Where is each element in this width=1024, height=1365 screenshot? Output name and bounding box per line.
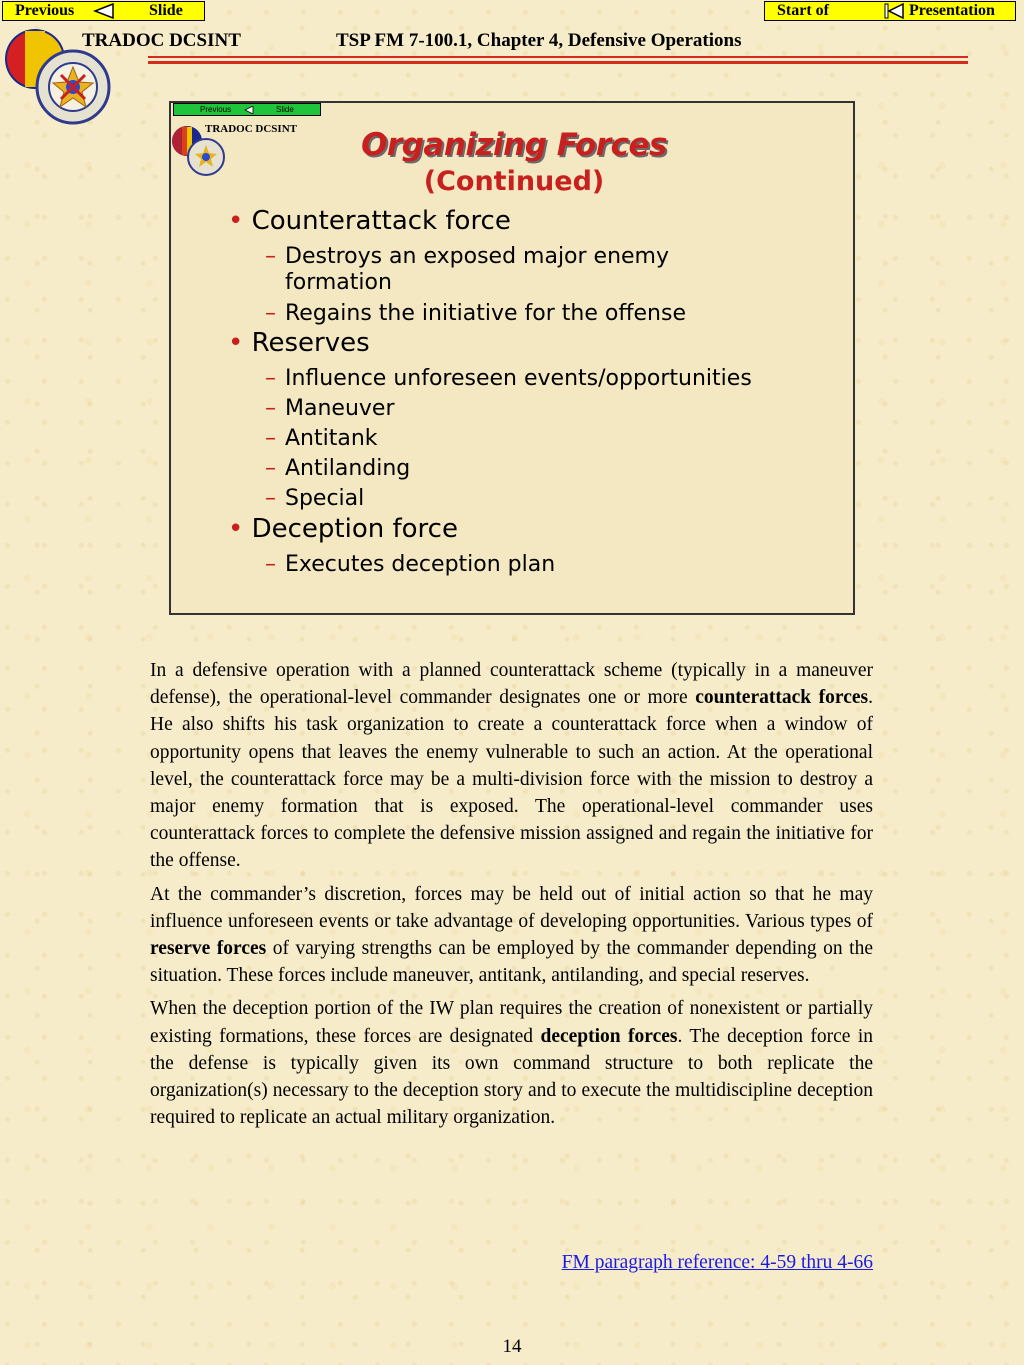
previous-label: Previous xyxy=(15,2,75,19)
slide-nav-bar xyxy=(173,103,321,116)
bullet-item: • Reserves xyxy=(228,328,370,358)
paragraph: At the commander’s discretion, forces may be held out of initial action so that he may influence unforeseen events or take advantage of developing opportunities. Various types of reserve forces of varying strengths can be employed by the commander depending on the situation. These forces include maneuver, antitank, antilanding, and special reserves. xyxy=(150,883,873,987)
sub-bullet-item: – Executes deception plan xyxy=(265,552,556,577)
paragraph: In a defensive operation with a planned counterattack scheme (typically in a maneuver defense), the operational-level commander designates one or more counterattack forces. He also shifts his task organization to create a counterattack force when a window of opportunity opens that leaves the enemy vulnerable to such an action. At the operational level, the counterattack force may be a multi-division force with the mission to destroy a major enemy formation that is exposed. The operational-level commander uses counterattack forces to complete the defensive mission assigned and regain the initiative for the offense. xyxy=(150,660,873,872)
header-rule xyxy=(148,61,968,64)
slide-subtitle: (Continued) xyxy=(423,166,605,197)
sub-bullet-item: – Maneuver xyxy=(265,396,395,421)
document-title: TSP FM 7-100.1, Chapter 4, Defensive Operations xyxy=(336,30,742,51)
back-arrow-icon xyxy=(244,106,254,114)
back-arrow-icon xyxy=(93,3,115,19)
slide-title: Organizing Forces xyxy=(361,127,667,163)
body-text xyxy=(150,657,873,1137)
header-org: TRADOC DCSINT xyxy=(82,30,241,51)
first-slide-icon xyxy=(883,3,905,19)
start-of-presentation-button[interactable] xyxy=(764,1,1016,21)
previous-slide-button[interactable] xyxy=(2,1,205,21)
slide-label: Slide xyxy=(149,2,183,19)
presentation-label: Presentation xyxy=(909,2,995,19)
bullet-item: • Counterattack force xyxy=(228,206,511,236)
sub-bullet-item: – Antitank xyxy=(265,426,378,451)
sub-bullet-item: – Regains the initiative for the offense xyxy=(265,301,686,326)
slide-org: TRADOC DCSINT xyxy=(205,123,297,135)
header-rule xyxy=(148,56,968,58)
sub-bullet-item: – Destroys an exposed major enemy formation xyxy=(265,244,670,295)
sub-bullet-item: – Antilanding xyxy=(265,456,411,481)
bullet-item: • Deception force xyxy=(228,514,458,544)
page-number: 14 xyxy=(502,1336,522,1357)
paragraph: When the deception portion of the IW plan requires the creation of nonexistent or partially existing formations, these forces are designated deception forces. The deception force in the defense is typically given its own command structure to both replicate the organization(s) necessary to the deception story and to execute the multidiscipline deception required to replicate an actual military organization. xyxy=(150,998,873,1129)
slide-slide-label: Slide xyxy=(276,105,294,114)
fm-reference-link[interactable]: FM paragraph reference: 4-59 thru 4-66 xyxy=(561,1252,873,1273)
sub-bullet-item: – Special xyxy=(265,486,365,511)
sub-bullet-item: – Influence unforeseen events/opportunities xyxy=(265,366,752,391)
start-of-label: Start of xyxy=(777,2,829,19)
slide-prev-label: Previous xyxy=(200,105,232,114)
slide-thumbnail xyxy=(169,101,855,615)
